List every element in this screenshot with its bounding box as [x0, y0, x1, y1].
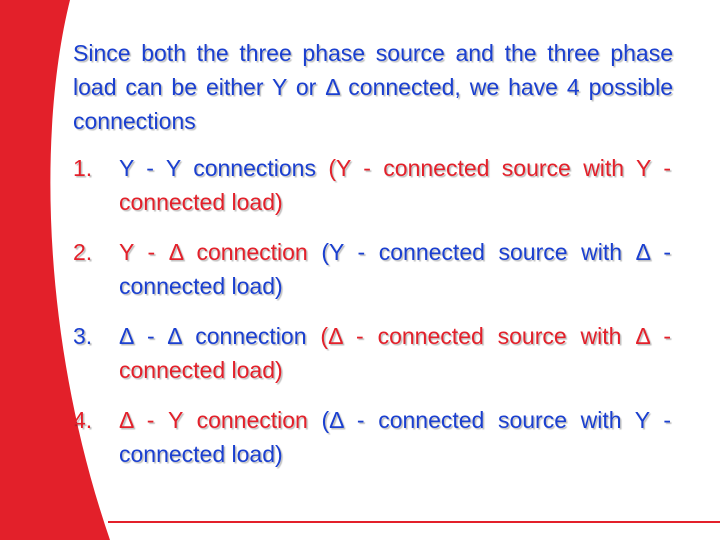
list-item-segment: Δ - Δ connection — [119, 323, 321, 349]
list-item-segment: (Δ - connected source with Δ - connected load) — [119, 323, 671, 383]
list-item-segment: (Δ - connected source with Y - connected load) — [119, 407, 671, 467]
list-item-number: 3. — [73, 323, 93, 349]
list-item-number: 2. — [73, 239, 93, 265]
bottom-divider-line — [108, 521, 720, 523]
intro-paragraph: Since both the three phase source and the three phase load can be either Y or Δ connected, we have 4 possible connections — [73, 40, 673, 134]
list-item-segment: (Y - connected source with Y - connected load) — [119, 155, 671, 215]
list-item-number: 1. — [73, 155, 93, 181]
list-item-segment: Y - Δ connection — [119, 239, 322, 265]
list-item-body — [119, 151, 671, 219]
list-item-body — [119, 319, 671, 387]
list-item-segment: Y - Y connections — [119, 155, 329, 181]
list-item-number: 4. — [73, 407, 93, 433]
list-item-body — [119, 235, 671, 303]
list-item-segment: (Y - connected source with Δ - connected load) — [119, 239, 671, 299]
list-item-segment: Δ - Y connection — [119, 407, 322, 433]
list-item-body — [119, 403, 671, 471]
